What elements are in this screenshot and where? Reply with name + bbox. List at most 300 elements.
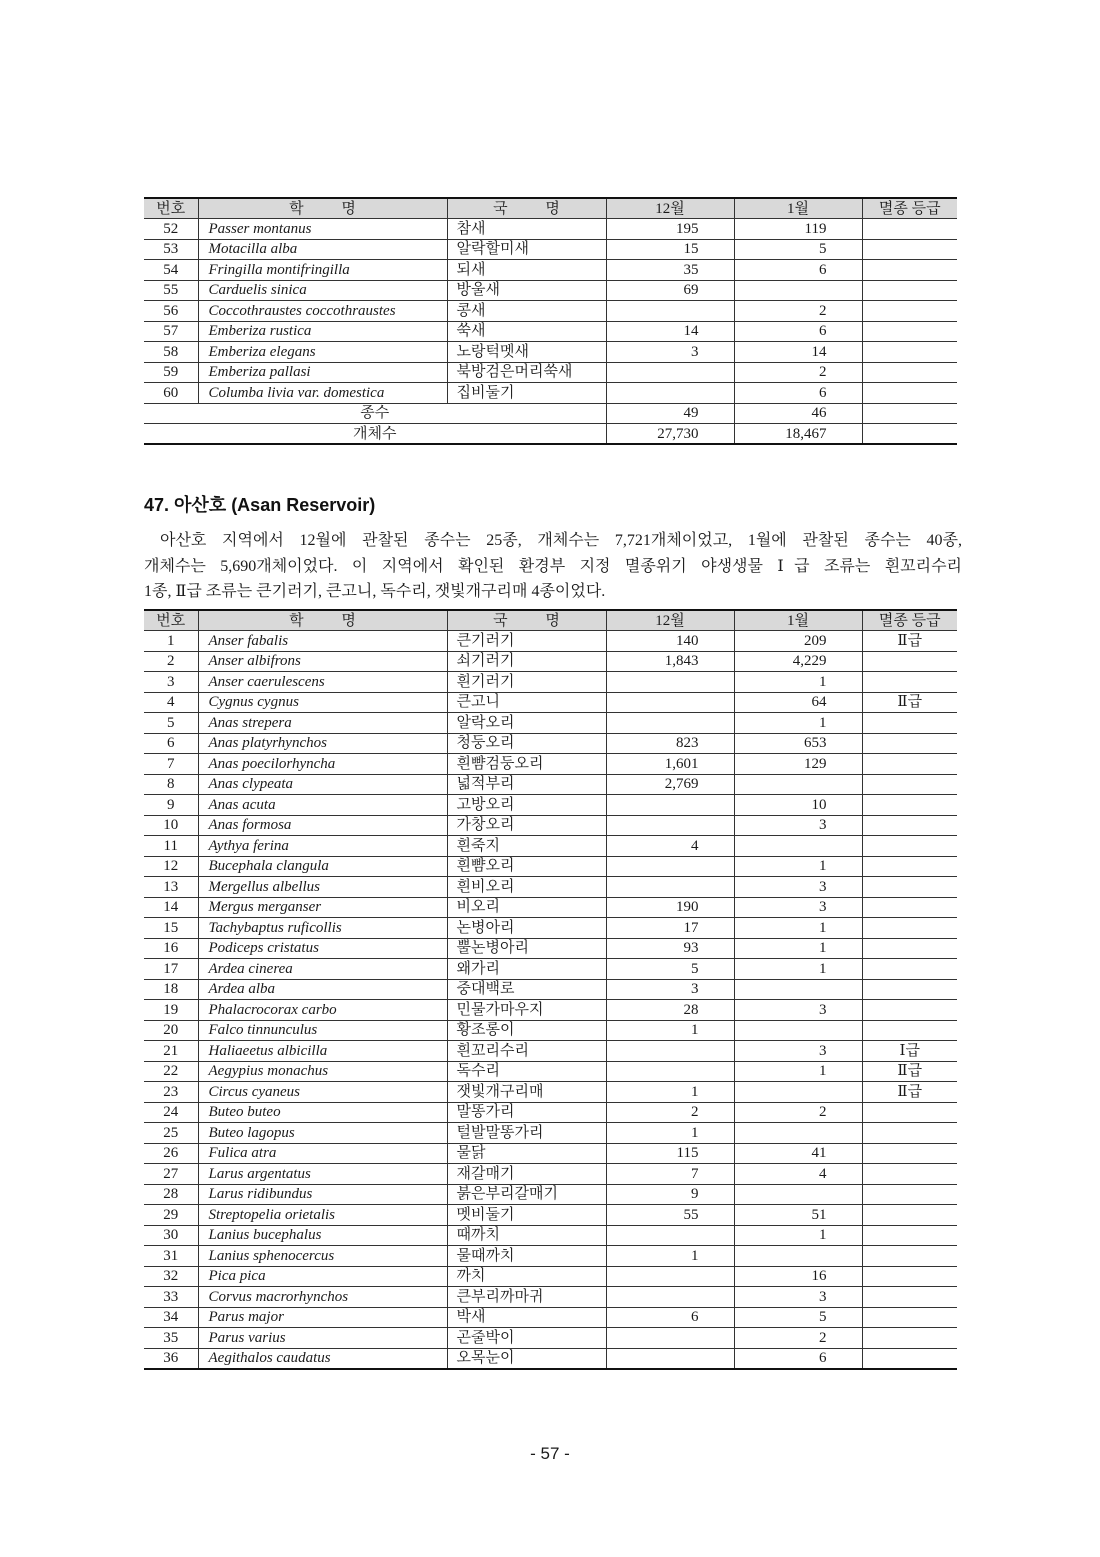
cell-number: 17 (144, 959, 198, 980)
table-row (144, 260, 957, 281)
cell-korean-name: 흰비오리 (447, 877, 606, 898)
cell-scientific-name: Emberiza elegans (198, 342, 447, 363)
cell-december-count: 1,601 (606, 754, 734, 775)
table-row (144, 383, 957, 404)
cell-scientific-name: Lanius bucephalus (198, 1225, 447, 1246)
cell-korean-name: 알락할미새 (447, 239, 606, 260)
table-row (144, 1000, 957, 1021)
table-row (144, 239, 957, 260)
table-row (144, 897, 957, 918)
cell-december-count: 115 (606, 1143, 734, 1164)
cell-korean-name: 말똥가리 (447, 1102, 606, 1123)
cell-number: 52 (144, 219, 198, 240)
cell-january-count: 1 (734, 959, 862, 980)
cell-december-count: 69 (606, 280, 734, 301)
species-count-table-continued (144, 197, 957, 445)
cell-january-count: 1 (734, 672, 862, 693)
cell-scientific-name: Anser caerulescens (198, 672, 447, 693)
cell-december-count (606, 1348, 734, 1369)
table-row (144, 836, 957, 857)
cell-number: 11 (144, 836, 198, 857)
header-korean-name: 국 명 (447, 198, 606, 219)
cell-number: 3 (144, 672, 198, 693)
cell-number: 56 (144, 301, 198, 322)
cell-endangered-grade (862, 1266, 957, 1287)
section-heading: 47. 아산호 (Asan Reservoir) (144, 495, 376, 515)
summary-january-value: 46 (734, 403, 862, 424)
summary-row-species-count (144, 403, 957, 424)
table-row (144, 959, 957, 980)
summary-row-individual-count (144, 424, 957, 445)
cell-december-count: 9 (606, 1184, 734, 1205)
header-korean-name: 국 명 (447, 610, 606, 631)
cell-korean-name: 방울새 (447, 280, 606, 301)
cell-number: 16 (144, 938, 198, 959)
cell-scientific-name: Corvus macrorhynchos (198, 1287, 447, 1308)
table-row (144, 651, 957, 672)
cell-korean-name: 청둥오리 (447, 733, 606, 754)
cell-endangered-grade (862, 1020, 957, 1041)
cell-december-count (606, 383, 734, 404)
cell-scientific-name: Passer montanus (198, 219, 447, 240)
cell-korean-name: 큰부리까마귀 (447, 1287, 606, 1308)
cell-korean-name: 황조롱이 (447, 1020, 606, 1041)
cell-scientific-name: Coccothraustes coccothraustes (198, 301, 447, 322)
table-row (144, 280, 957, 301)
cell-number: 13 (144, 877, 198, 898)
cell-korean-name: 뿔논병아리 (447, 938, 606, 959)
cell-december-count: 3 (606, 979, 734, 1000)
cell-scientific-name: Mergus merganser (198, 897, 447, 918)
cell-scientific-name: Buteo lagopus (198, 1123, 447, 1144)
cell-january-count: 653 (734, 733, 862, 754)
cell-endangered-grade (862, 280, 957, 301)
cell-scientific-name: Pica pica (198, 1266, 447, 1287)
cell-january-count: 5 (734, 239, 862, 260)
cell-december-count (606, 1266, 734, 1287)
cell-scientific-name: Fulica atra (198, 1143, 447, 1164)
cell-number: 10 (144, 815, 198, 836)
cell-scientific-name: Haliaeetus albicilla (198, 1041, 447, 1062)
cell-number: 18 (144, 979, 198, 1000)
cell-scientific-name: Carduelis sinica (198, 280, 447, 301)
cell-december-count: 1 (606, 1123, 734, 1144)
cell-korean-name: 재갈매기 (447, 1164, 606, 1185)
cell-endangered-grade (862, 754, 957, 775)
cell-endangered-grade (862, 979, 957, 1000)
table-row (144, 219, 957, 240)
cell-scientific-name: Aegithalos caudatus (198, 1348, 447, 1369)
cell-endangered-grade (862, 836, 957, 857)
summary-december-value: 27,730 (606, 424, 734, 445)
cell-january-count: 3 (734, 815, 862, 836)
cell-december-count (606, 1061, 734, 1082)
table-row (144, 1348, 957, 1369)
cell-korean-name: 물닭 (447, 1143, 606, 1164)
cell-december-count (606, 1328, 734, 1349)
cell-korean-name: 독수리 (447, 1061, 606, 1082)
cell-january-count: 5 (734, 1307, 862, 1328)
cell-endangered-grade (862, 1225, 957, 1246)
cell-scientific-name: Aythya ferina (198, 836, 447, 857)
cell-number: 4 (144, 692, 198, 713)
cell-number: 6 (144, 733, 198, 754)
cell-december-count: 17 (606, 918, 734, 939)
cell-number: 19 (144, 1000, 198, 1021)
cell-january-count (734, 1082, 862, 1103)
cell-january-count: 119 (734, 219, 862, 240)
cell-scientific-name: Cygnus cygnus (198, 692, 447, 713)
cell-january-count (734, 774, 862, 795)
table-row (144, 938, 957, 959)
cell-december-count (606, 1225, 734, 1246)
cell-scientific-name: Phalacrocorax carbo (198, 1000, 447, 1021)
cell-december-count: 93 (606, 938, 734, 959)
cell-endangered-grade (862, 1184, 957, 1205)
cell-number: 58 (144, 342, 198, 363)
cell-january-count: 64 (734, 692, 862, 713)
summary-grade-cell (862, 424, 957, 445)
cell-number: 9 (144, 795, 198, 816)
table-row (144, 713, 957, 734)
cell-endangered-grade (862, 713, 957, 734)
cell-korean-name: 까치 (447, 1266, 606, 1287)
table-row (144, 877, 957, 898)
cell-korean-name: 민물가마우지 (447, 1000, 606, 1021)
header-endangered-grade: 멸종 등급 (862, 610, 957, 631)
cell-january-count: 2 (734, 1328, 862, 1349)
cell-korean-name: 멧비둘기 (447, 1205, 606, 1226)
cell-number: 32 (144, 1266, 198, 1287)
cell-korean-name: 큰고니 (447, 692, 606, 713)
cell-endangered-grade (862, 877, 957, 898)
cell-endangered-grade (862, 1000, 957, 1021)
cell-korean-name: 붉은부리갈매기 (447, 1184, 606, 1205)
cell-korean-name: 알락오리 (447, 713, 606, 734)
cell-scientific-name: Streptopelia orietalis (198, 1205, 447, 1226)
paragraph-line: 개체수는 5,690개체이었다. 이 지역에서 확인된 환경부 지정 멸종위기 야생생물 Ⅰ급 조류는 흰꼬리수리 (144, 557, 962, 575)
cell-korean-name: 오목눈이 (447, 1348, 606, 1369)
cell-korean-name: 비오리 (447, 897, 606, 918)
cell-number: 30 (144, 1225, 198, 1246)
cell-january-count: 1 (734, 856, 862, 877)
cell-number: 27 (144, 1164, 198, 1185)
cell-december-count: 190 (606, 897, 734, 918)
cell-korean-name: 흰뺨검둥오리 (447, 754, 606, 775)
table-header-row (144, 610, 957, 631)
paragraph-line: 아산호 지역에서 12월에 관찰된 종수는 25종, 개체수는 7,721개체이었고, 1월에 관찰된 종수는 40종, (160, 532, 962, 549)
table-row (144, 754, 957, 775)
cell-january-count (734, 280, 862, 301)
table-row (144, 1143, 957, 1164)
cell-january-count: 3 (734, 1000, 862, 1021)
cell-january-count: 3 (734, 1287, 862, 1308)
cell-endangered-grade (862, 795, 957, 816)
cell-korean-name: 콩새 (447, 301, 606, 322)
cell-number: 25 (144, 1123, 198, 1144)
cell-scientific-name: Aegypius monachus (198, 1061, 447, 1082)
cell-scientific-name: Parus varius (198, 1328, 447, 1349)
cell-scientific-name: Larus ridibundus (198, 1184, 447, 1205)
cell-endangered-grade (862, 1164, 957, 1185)
table-row (144, 362, 957, 383)
cell-scientific-name: Anas acuta (198, 795, 447, 816)
cell-december-count: 6 (606, 1307, 734, 1328)
cell-scientific-name: Podiceps cristatus (198, 938, 447, 959)
table-row (144, 774, 957, 795)
cell-korean-name: 넓적부리 (447, 774, 606, 795)
cell-scientific-name: Anas platyrhynchos (198, 733, 447, 754)
cell-january-count: 3 (734, 877, 862, 898)
table-row (144, 1123, 957, 1144)
header-december: 12월 (606, 610, 734, 631)
table-row (144, 1205, 957, 1226)
cell-korean-name: 큰기러기 (447, 631, 606, 652)
cell-endangered-grade (862, 321, 957, 342)
summary-grade-cell (862, 403, 957, 424)
header-january: 1월 (734, 198, 862, 219)
cell-scientific-name: Anas poecilorhyncha (198, 754, 447, 775)
cell-endangered-grade (862, 774, 957, 795)
cell-korean-name: 흰기러기 (447, 672, 606, 693)
cell-korean-name: 쑥새 (447, 321, 606, 342)
paragraph-line: 1종, Ⅱ급 조류는 큰기러기, 큰고니, 독수리, 잿빛개구리매 4종이었다. (144, 583, 606, 600)
cell-endangered-grade (862, 260, 957, 281)
table-header-row (144, 198, 957, 219)
cell-january-count: 2 (734, 362, 862, 383)
cell-endangered-grade (862, 856, 957, 877)
header-december: 12월 (606, 198, 734, 219)
table-row (144, 1184, 957, 1205)
table-row (144, 342, 957, 363)
cell-endangered-grade (862, 1307, 957, 1328)
cell-january-count: 6 (734, 383, 862, 404)
cell-january-count: 41 (734, 1143, 862, 1164)
cell-january-count: 14 (734, 342, 862, 363)
cell-endangered-grade (862, 383, 957, 404)
cell-scientific-name: Ardea cinerea (198, 959, 447, 980)
cell-number: 5 (144, 713, 198, 734)
cell-number: 33 (144, 1287, 198, 1308)
cell-scientific-name: Tachybaptus ruficollis (198, 918, 447, 939)
table-row (144, 918, 957, 939)
cell-number: 54 (144, 260, 198, 281)
cell-endangered-grade (862, 651, 957, 672)
cell-endangered-grade (862, 815, 957, 836)
cell-endangered-grade (862, 918, 957, 939)
cell-january-count: 2 (734, 301, 862, 322)
cell-number: 59 (144, 362, 198, 383)
cell-korean-name: 되새 (447, 260, 606, 281)
summary-january-value: 18,467 (734, 424, 862, 445)
page-number: - 57 - (530, 1444, 570, 1463)
cell-january-count: 6 (734, 260, 862, 281)
cell-january-count: 1 (734, 713, 862, 734)
cell-january-count: 3 (734, 897, 862, 918)
cell-december-count: 823 (606, 733, 734, 754)
cell-number: 60 (144, 383, 198, 404)
cell-number: 31 (144, 1246, 198, 1267)
cell-endangered-grade (862, 1348, 957, 1369)
cell-january-count: 1 (734, 918, 862, 939)
table-row (144, 1266, 957, 1287)
cell-december-count: 3 (606, 342, 734, 363)
table-row (144, 979, 957, 1000)
cell-scientific-name: Larus argentatus (198, 1164, 447, 1185)
cell-number: 7 (144, 754, 198, 775)
cell-number: 57 (144, 321, 198, 342)
cell-january-count (734, 836, 862, 857)
table-row (144, 1225, 957, 1246)
cell-december-count: 5 (606, 959, 734, 980)
summary-label: 개체수 (144, 424, 606, 445)
table-row (144, 1307, 957, 1328)
cell-december-count (606, 795, 734, 816)
cell-korean-name: 왜가리 (447, 959, 606, 980)
cell-december-count (606, 362, 734, 383)
cell-december-count: 15 (606, 239, 734, 260)
cell-december-count: 2,769 (606, 774, 734, 795)
cell-january-count (734, 1246, 862, 1267)
header-number: 번호 (144, 198, 198, 219)
cell-december-count: 7 (606, 1164, 734, 1185)
cell-endangered-grade (862, 959, 957, 980)
cell-korean-name: 논병아리 (447, 918, 606, 939)
table-row (144, 733, 957, 754)
cell-endangered-grade (862, 733, 957, 754)
cell-january-count: 6 (734, 321, 862, 342)
table-row (144, 1041, 957, 1062)
cell-number: 15 (144, 918, 198, 939)
cell-december-count (606, 1287, 734, 1308)
cell-december-count: 4 (606, 836, 734, 857)
cell-korean-name: 쇠기러기 (447, 651, 606, 672)
cell-number: 2 (144, 651, 198, 672)
cell-december-count: 14 (606, 321, 734, 342)
cell-december-count: 2 (606, 1102, 734, 1123)
cell-scientific-name: Emberiza rustica (198, 321, 447, 342)
cell-korean-name: 흰꼬리수리 (447, 1041, 606, 1062)
cell-january-count (734, 1020, 862, 1041)
cell-number: 28 (144, 1184, 198, 1205)
cell-number: 26 (144, 1143, 198, 1164)
cell-number: 1 (144, 631, 198, 652)
cell-korean-name: 때까치 (447, 1225, 606, 1246)
cell-number: 29 (144, 1205, 198, 1226)
cell-scientific-name: Lanius sphenocercus (198, 1246, 447, 1267)
table-row (144, 1061, 957, 1082)
table-row (144, 1020, 957, 1041)
cell-endangered-grade (862, 342, 957, 363)
cell-january-count: 51 (734, 1205, 862, 1226)
cell-december-count: 1 (606, 1020, 734, 1041)
cell-january-count: 209 (734, 631, 862, 652)
cell-scientific-name: Mergellus albellus (198, 877, 447, 898)
table-row (144, 1246, 957, 1267)
cell-january-count: 3 (734, 1041, 862, 1062)
cell-january-count: 4,229 (734, 651, 862, 672)
cell-number: 55 (144, 280, 198, 301)
cell-number: 14 (144, 897, 198, 918)
header-number: 번호 (144, 610, 198, 631)
table-row (144, 1102, 957, 1123)
cell-january-count (734, 1123, 862, 1144)
cell-korean-name: 흰뺨오리 (447, 856, 606, 877)
cell-scientific-name: Anas formosa (198, 815, 447, 836)
cell-endangered-grade: Ⅱ급 (862, 1082, 957, 1103)
cell-scientific-name: Anas strepera (198, 713, 447, 734)
cell-endangered-grade (862, 1102, 957, 1123)
table-row (144, 301, 957, 322)
summary-december-value: 49 (606, 403, 734, 424)
cell-december-count (606, 301, 734, 322)
cell-december-count: 1 (606, 1082, 734, 1103)
cell-january-count: 129 (734, 754, 862, 775)
cell-korean-name: 곤줄박이 (447, 1328, 606, 1349)
cell-number: 23 (144, 1082, 198, 1103)
section-summary-paragraph (144, 528, 962, 605)
cell-endangered-grade (862, 1205, 957, 1226)
cell-december-count (606, 815, 734, 836)
cell-korean-name: 흰죽지 (447, 836, 606, 857)
cell-scientific-name: Falco tinnunculus (198, 1020, 447, 1041)
cell-korean-name: 참새 (447, 219, 606, 240)
cell-endangered-grade (862, 672, 957, 693)
cell-january-count: 10 (734, 795, 862, 816)
cell-endangered-grade: Ⅰ급 (862, 1041, 957, 1062)
cell-endangered-grade: Ⅱ급 (862, 1061, 957, 1082)
cell-endangered-grade (862, 362, 957, 383)
cell-number: 8 (144, 774, 198, 795)
cell-january-count: 1 (734, 1225, 862, 1246)
cell-endangered-grade (862, 897, 957, 918)
table-row (144, 856, 957, 877)
cell-december-count (606, 856, 734, 877)
cell-january-count: 6 (734, 1348, 862, 1369)
cell-number: 53 (144, 239, 198, 260)
cell-number: 36 (144, 1348, 198, 1369)
cell-scientific-name: Motacilla alba (198, 239, 447, 260)
cell-endangered-grade (862, 301, 957, 322)
cell-endangered-grade (862, 239, 957, 260)
cell-scientific-name: Buteo buteo (198, 1102, 447, 1123)
cell-scientific-name: Columba livia var. domestica (198, 383, 447, 404)
cell-january-count: 2 (734, 1102, 862, 1123)
cell-korean-name: 잿빛개구리매 (447, 1082, 606, 1103)
table-row (144, 321, 957, 342)
cell-december-count: 1 (606, 1246, 734, 1267)
cell-endangered-grade (862, 219, 957, 240)
table-row (144, 1287, 957, 1308)
cell-scientific-name: Anser albifrons (198, 651, 447, 672)
cell-korean-name: 집비둘기 (447, 383, 606, 404)
asan-reservoir-species-table (144, 609, 957, 1370)
header-scientific-name: 학 명 (198, 610, 447, 631)
table-row (144, 1164, 957, 1185)
cell-scientific-name: Bucephala clangula (198, 856, 447, 877)
cell-december-count: 55 (606, 1205, 734, 1226)
cell-scientific-name: Emberiza pallasi (198, 362, 447, 383)
cell-endangered-grade: Ⅱ급 (862, 631, 957, 652)
cell-korean-name: 중대백로 (447, 979, 606, 1000)
header-january: 1월 (734, 610, 862, 631)
cell-korean-name: 고방오리 (447, 795, 606, 816)
cell-december-count (606, 877, 734, 898)
table-row (144, 1328, 957, 1349)
cell-december-count: 28 (606, 1000, 734, 1021)
cell-korean-name: 털발말똥가리 (447, 1123, 606, 1144)
cell-scientific-name: Anser fabalis (198, 631, 447, 652)
